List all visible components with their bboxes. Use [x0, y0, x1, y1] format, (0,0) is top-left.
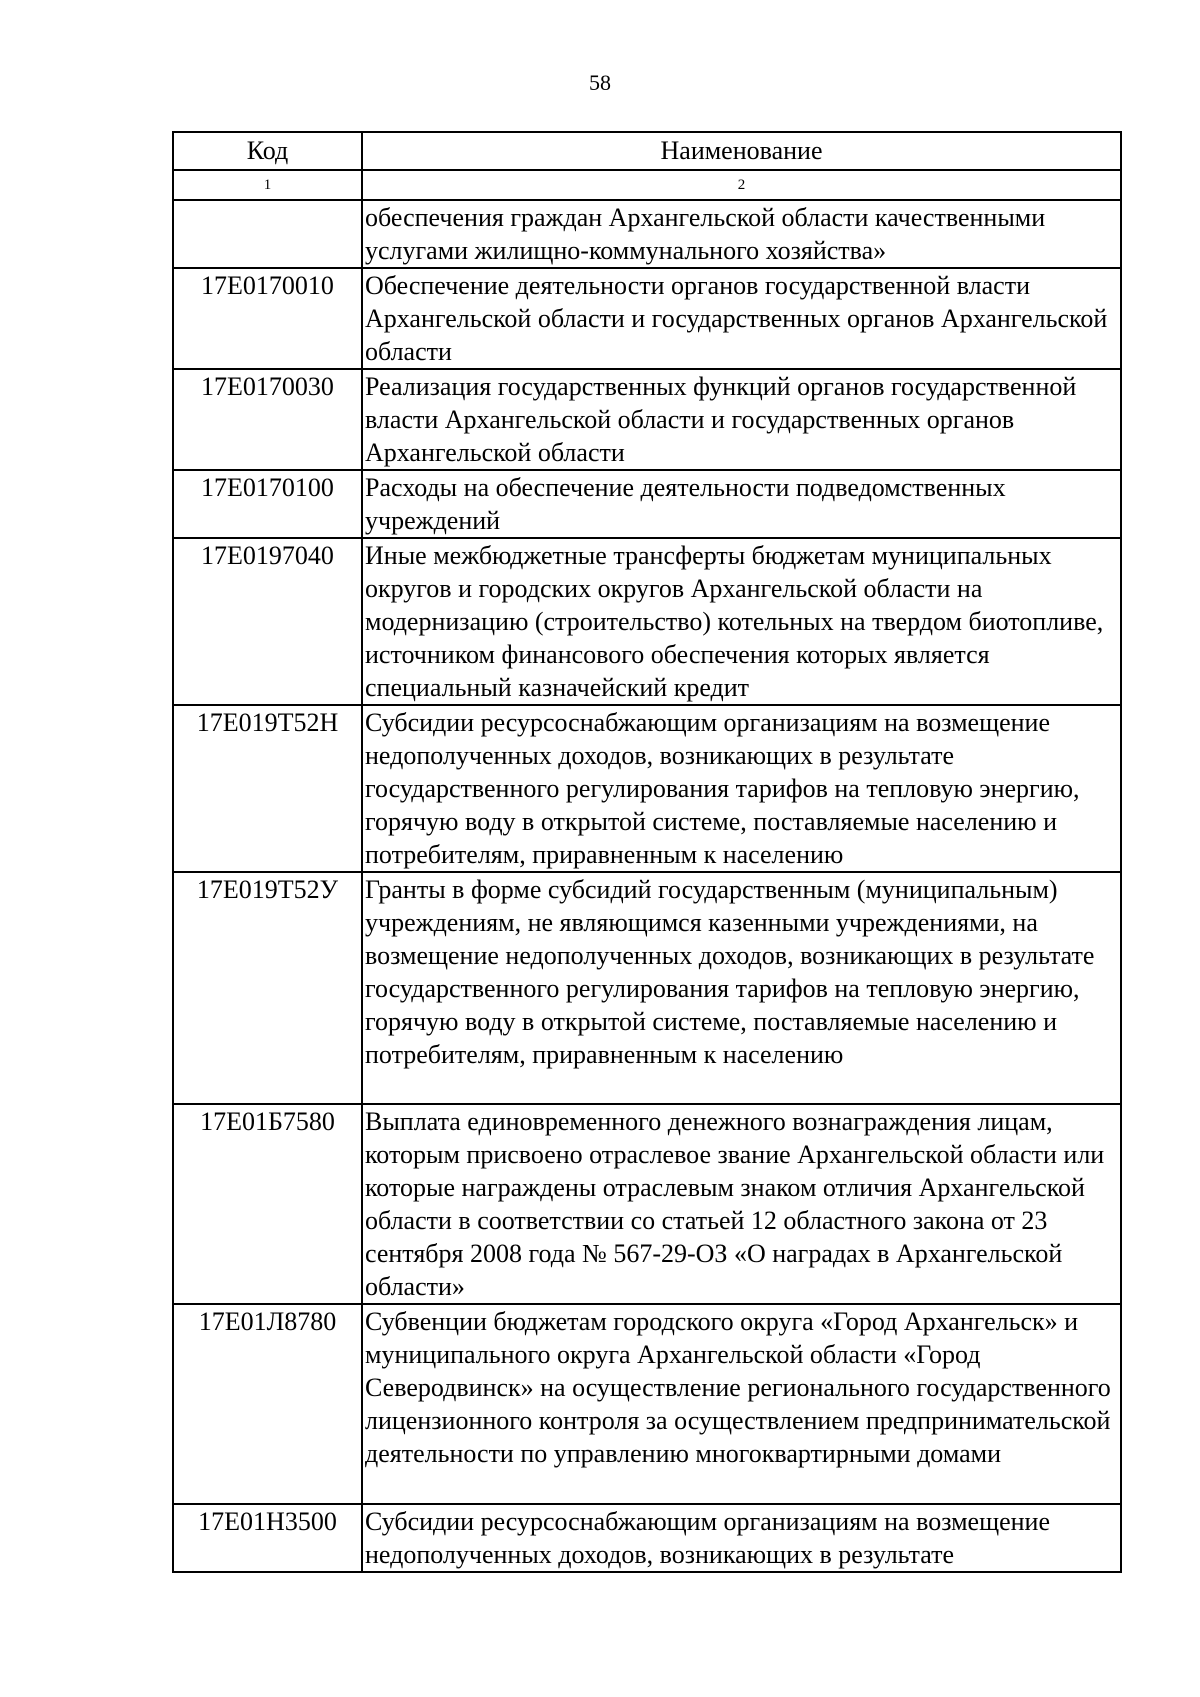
table-row	[173, 705, 1121, 872]
row-code: 17Е01Л8780	[173, 1304, 362, 1504]
table-row	[173, 872, 1121, 1104]
row-name: Реализация государственных функций органов государственной власти Архангельской области и государственных органов Архангельской области	[362, 369, 1121, 470]
row-code: 17Е01Б7580	[173, 1104, 362, 1304]
table-row	[173, 538, 1121, 705]
header-code-number: 1	[173, 170, 362, 200]
table-row	[173, 268, 1121, 369]
table-row	[173, 1104, 1121, 1304]
row-name: Субсидии ресурсоснабжающим организациям на возмещение недополученных доходов, возникающих в результате	[362, 1504, 1121, 1572]
row-name: Гранты в форме субсидий государственным (муниципальным) учреждениям, не являющимся казенными учреждениями, на возмещение недополученных доходов, возникающих в результате государственного регулирования тарифов на тепловую энергию, горячую воду в открытой системе, поставляемые населению и потребителям, приравненным к населению	[362, 872, 1121, 1104]
row-code	[173, 200, 362, 268]
header-name-number: 2	[362, 170, 1121, 200]
page-number: 58	[589, 70, 611, 95]
table-row	[173, 1504, 1121, 1572]
table-row	[173, 470, 1121, 538]
table-row	[173, 369, 1121, 470]
row-name: Расходы на обеспечение деятельности подведомственных учреждений	[362, 470, 1121, 538]
budget-code-table	[172, 131, 1122, 1573]
row-code: 17Е0170010	[173, 268, 362, 369]
table-row	[173, 200, 1121, 268]
table-column-number-row	[173, 170, 1121, 200]
row-name: обеспечения граждан Архангельской области качественными услугами жилищно-коммунального хозяйства»	[362, 200, 1121, 268]
row-name: Обеспечение деятельности органов государственной власти Архангельской области и государственных органов Архангельской области	[362, 268, 1121, 369]
row-name: Выплата единовременного денежного вознаграждения лицам, которым присвоено отраслевое звание Архангельской области или которые награждены отраслевым знаком отличия Архангельской области в соответствии со статьей 12 областного закона от 23 сентября 2008 года № 567-29-ОЗ «О наградах в Архангельской области»	[362, 1104, 1121, 1304]
row-name: Иные межбюджетные трансферты бюджетам муниципальных округов и городских округов Архангельской области на модернизацию (строительство) котельных на твердом биотопливе, источником финансового обеспечения которых является специальный казначейский кредит	[362, 538, 1121, 705]
header-code: Код	[173, 132, 362, 170]
row-name: Субсидии ресурсоснабжающим организациям на возмещение недополученных доходов, возникающих в результате государственного регулирования тарифов на тепловую энергию, горячую воду в открытой системе, поставляемые населению и потребителям, приравненным к населению	[362, 705, 1121, 872]
row-code: 17Е01Н3500	[173, 1504, 362, 1572]
row-code: 17Е0197040	[173, 538, 362, 705]
row-name: Субвенции бюджетам городского округа «Город Архангельск» и муниципального округа Архангельской области «Город Северодвинск» на осуществление регионального государственного лицензионного контроля за осуществлением предпринимательской деятельности по управлению многоквартирными домами	[362, 1304, 1121, 1504]
row-code: 17Е019Т52Н	[173, 705, 362, 872]
table-row	[173, 1304, 1121, 1504]
row-code: 17Е0170030	[173, 369, 362, 470]
header-name: Наименование	[362, 132, 1121, 170]
row-code: 17Е0170100	[173, 470, 362, 538]
row-code: 17Е019Т52У	[173, 872, 362, 1104]
table-header-row	[173, 132, 1121, 170]
